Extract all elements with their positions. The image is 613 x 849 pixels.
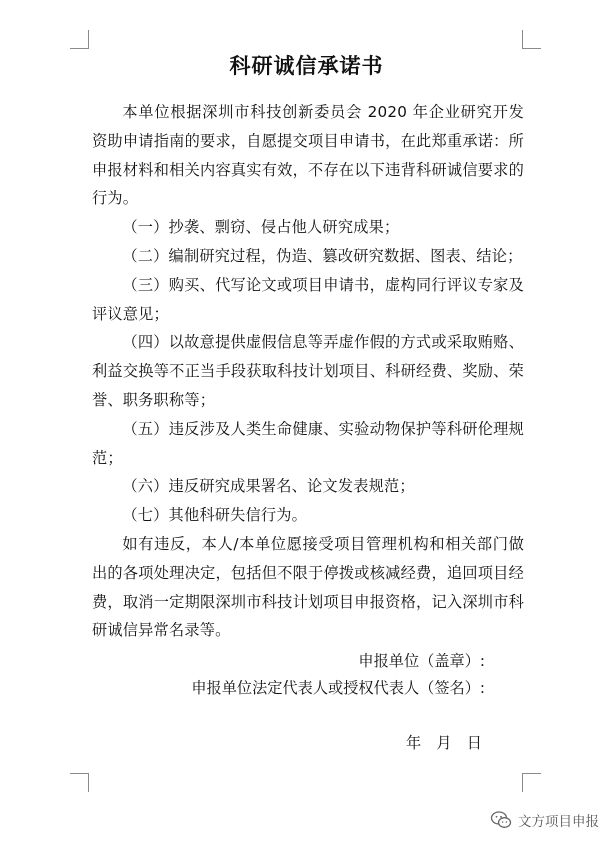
paragraph-item-5: （五）违反涉及人类生命健康、实验动物保护等科研伦理规范； bbox=[92, 419, 524, 467]
document-title: 科研诚信承诺书 bbox=[229, 54, 384, 78]
signature-unit-seal: 申报单位（盖章）: bbox=[358, 652, 485, 670]
crop-mark-top-right bbox=[522, 30, 541, 49]
wechat-icon bbox=[490, 810, 512, 830]
paragraph-violation: 如有违反，本人/本单位愿接受项目管理机构和相关部门做出的各项处理决定，包括但不限于停拨或核减经费，追回项目经费，取消一定期限深圳市科技计划项目申报资格，记入深圳市科研诚信异常名录等。 bbox=[92, 534, 524, 640]
signature-date: 年 月 日 bbox=[406, 734, 482, 752]
paragraph-item-6: （六）违反研究成果署名、论文发表规范； bbox=[122, 477, 415, 496]
watermark bbox=[490, 810, 599, 830]
document-body bbox=[92, 98, 524, 645]
crop-mark-bottom-left bbox=[70, 773, 89, 792]
paragraph-item-1: （一）抄袭、剽窃、侵占他人研究成果； bbox=[122, 218, 400, 237]
paragraph-item-7: （七）其他科研失信行为。 bbox=[122, 506, 308, 525]
paragraph-item-2: （二）编制研究过程，伪造、篡改研究数据、图表、结论； bbox=[122, 246, 523, 265]
paragraph-item-3: （三）购买、代写论文或项目申请书，虚构同行评议专家及评议意见； bbox=[92, 275, 524, 323]
crop-mark-bottom-right bbox=[522, 773, 541, 792]
paragraph-item-4: （四）以故意提供虚假信息等弄虚作假的方式或采取贿赂、利益交换等不正当手段获取科技计划项目、科研经费、奖励、荣誉、职务职称等； bbox=[92, 333, 524, 409]
signature-representative: 申报单位法定代表人或授权代表人（签名）: bbox=[191, 679, 485, 697]
crop-mark-top-left bbox=[70, 30, 89, 49]
paragraph-intro: 本单位根据深圳市科技创新委员会 2020 年企业研究开发资助申请指南的要求，自愿提交项目申请书，在此郑重承诺：所申报材料和相关内容真实有效，不存在以下违背科研诚信要求的行为。 bbox=[92, 103, 524, 208]
watermark-text: 文方项目申报 bbox=[518, 814, 599, 830]
